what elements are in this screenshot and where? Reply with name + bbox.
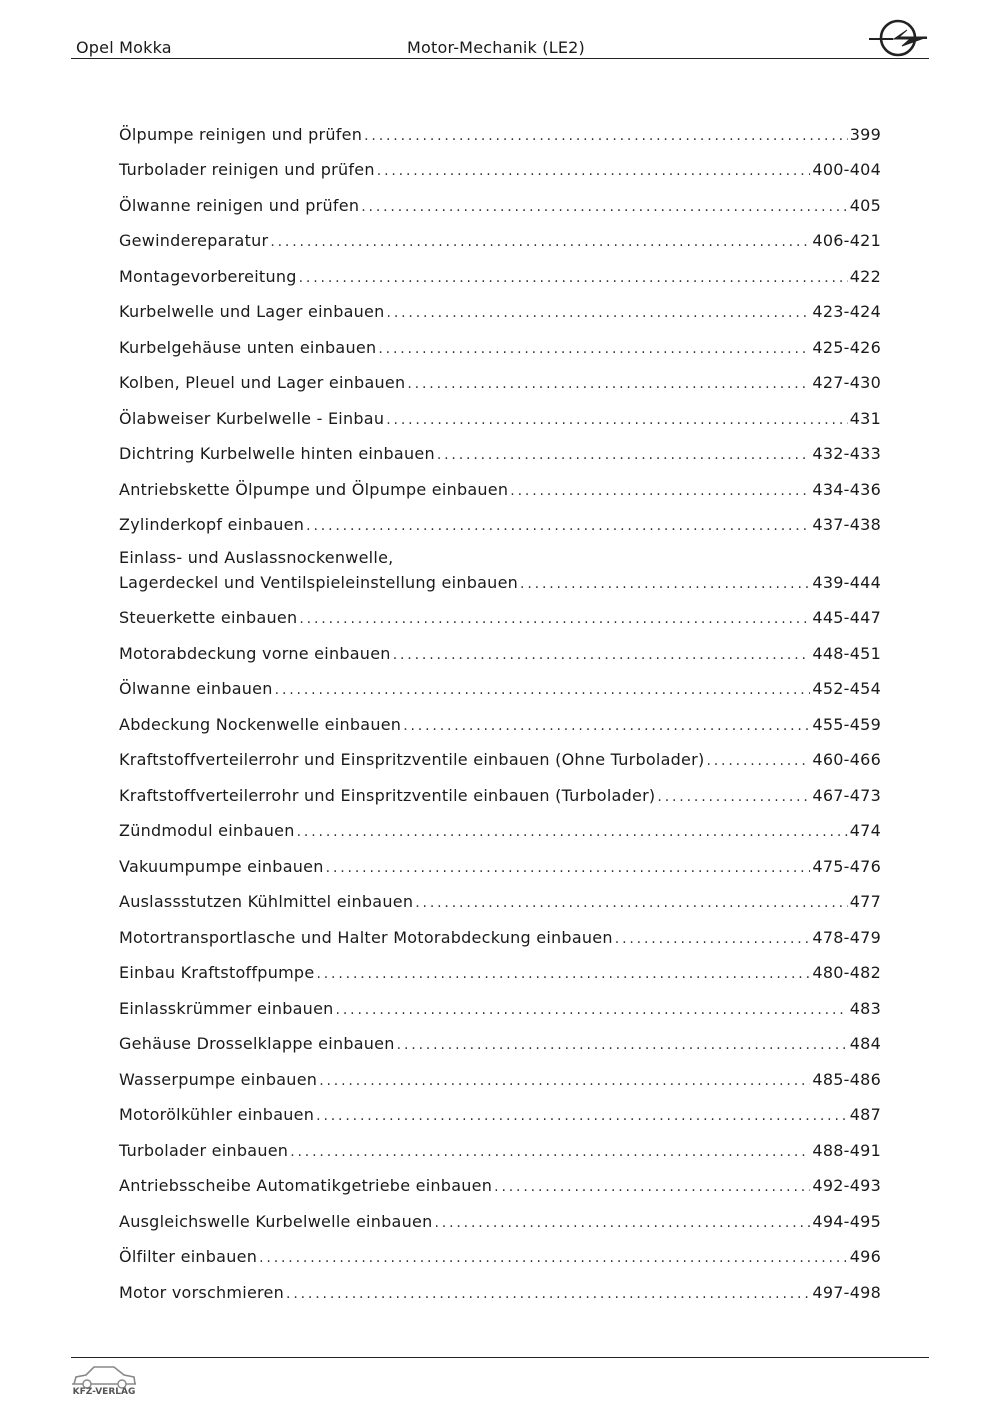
toc-entry-title: Motorölkühler einbauen xyxy=(119,1105,315,1124)
dot-leader xyxy=(510,483,810,499)
dot-leader xyxy=(434,1215,810,1231)
toc-entry xyxy=(119,598,881,634)
toc-entry-pages: 432-433 xyxy=(812,444,881,463)
car-outline-icon xyxy=(70,1362,138,1390)
toc-entry-title: Ölwanne einbauen xyxy=(119,679,273,698)
toc-entry-pages: 478-479 xyxy=(812,927,881,947)
toc-entry xyxy=(119,505,881,541)
dot-leader xyxy=(290,1144,810,1160)
dot-leader xyxy=(415,895,847,911)
toc-entry-title: Motor vorschmieren xyxy=(119,1282,285,1302)
toc-entry-title: Ölfilter einbauen xyxy=(119,1247,258,1266)
toc-entry-pages: 494-495 xyxy=(812,1211,881,1231)
dot-leader xyxy=(364,128,848,144)
toc-entry-title: Kurbelwelle und Lager einbauen xyxy=(119,302,385,321)
toc-entry-title: Einbau Kraftstoffpumpe xyxy=(119,963,315,982)
toc-entry xyxy=(119,1201,881,1237)
opel-blitz-icon xyxy=(867,17,929,59)
toc-entry-pages: 497-498 xyxy=(812,1282,881,1302)
toc-entry-title: Ölwanne reinigen und prüfen xyxy=(119,195,360,215)
toc-entry xyxy=(119,811,881,847)
toc-entry-pages: 423-424 xyxy=(812,302,881,321)
toc-entry-pages: 474 xyxy=(849,821,881,840)
toc-entry xyxy=(119,1272,881,1308)
toc-entry-pages: 427-430 xyxy=(812,373,881,392)
toc-entry-title: Gehäuse Drosselklappe einbauen xyxy=(119,1034,395,1053)
dot-leader xyxy=(299,611,810,627)
toc-entry-pages: 439-444 xyxy=(812,572,881,592)
toc-entry-title: Einlasskrümmer einbauen xyxy=(119,998,334,1018)
dot-leader xyxy=(615,931,811,947)
toc-entry-title: Auslassstutzen Kühlmittel einbauen xyxy=(119,892,414,911)
dot-leader xyxy=(378,341,810,357)
toc-entry xyxy=(119,633,881,669)
dot-leader xyxy=(326,860,811,876)
toc-entry-title: Kurbelgehäuse unten einbauen xyxy=(119,337,377,357)
dot-leader xyxy=(299,270,848,286)
dot-leader xyxy=(397,1037,848,1053)
dot-leader xyxy=(316,966,810,982)
toc-entry xyxy=(119,704,881,740)
dot-leader xyxy=(494,1179,810,1195)
kfz-verlag-logo-text: KFZ-VERLAG xyxy=(72,1387,136,1397)
dot-leader xyxy=(657,789,810,805)
toc-entry-pages: 455-459 xyxy=(812,714,881,734)
toc-entry-title: Dichtring Kurbelwelle hinten einbauen xyxy=(119,444,435,463)
toc-entry xyxy=(119,150,881,186)
toc-entry xyxy=(119,1024,881,1060)
toc-entry-title: Ausgleichswelle Kurbelwelle einbauen xyxy=(119,1211,433,1231)
toc-entry xyxy=(119,882,881,918)
dot-leader xyxy=(286,1286,810,1302)
toc-entry-title: Turbolader reinigen und prüfen xyxy=(119,160,375,179)
toc-entry xyxy=(119,953,881,989)
toc-entry-pages: 475-476 xyxy=(812,856,881,876)
toc-entry xyxy=(119,221,881,257)
toc-entry-pages: 460-466 xyxy=(812,750,881,769)
toc-entry-pages: 484 xyxy=(849,1034,881,1053)
toc-entry-title: Montagevorbereitung xyxy=(119,266,297,286)
toc-entry xyxy=(119,398,881,434)
toc-entry-title: Zylinderkopf einbauen xyxy=(119,515,305,534)
dot-leader xyxy=(403,718,810,734)
dot-leader xyxy=(387,305,811,321)
toc-entry xyxy=(119,1237,881,1273)
dot-leader xyxy=(259,1250,848,1266)
header-brand: Opel Mokka xyxy=(76,38,172,57)
toc-entry-title: Turbolader einbauen xyxy=(119,1140,289,1160)
toc-entry xyxy=(119,540,881,598)
toc-entry-pages: 422 xyxy=(849,266,881,286)
toc-entry-pages: 487 xyxy=(849,1105,881,1124)
toc-entry-pages: 496 xyxy=(849,1247,881,1266)
toc-entry-title: Gewindereparatur xyxy=(119,231,269,250)
toc-entry xyxy=(119,846,881,882)
dot-leader xyxy=(377,163,811,179)
toc-entry-title: Motortransportlasche und Halter Motorabdeckung einbauen xyxy=(119,927,613,947)
toc-entry-title: Ölpumpe reinigen und prüfen xyxy=(119,124,363,144)
toc-entry-pages: 431 xyxy=(849,408,881,428)
toc-entry-pages: 425-426 xyxy=(812,337,881,357)
toc-entry-pages: 437-438 xyxy=(812,515,881,534)
toc-entry-title: Antriebsscheibe Automatikgetriebe einbauen xyxy=(119,1176,493,1195)
toc-entry xyxy=(119,114,881,150)
dot-leader xyxy=(386,412,847,428)
toc-entry-pages: 399 xyxy=(849,124,881,144)
toc-entry-pages: 492-493 xyxy=(812,1176,881,1195)
toc-entry-pages: 485-486 xyxy=(812,1069,881,1089)
toc-entry xyxy=(119,669,881,705)
toc-entry-pages: 400-404 xyxy=(812,160,881,179)
toc-entry-title: Wasserpumpe einbauen xyxy=(119,1069,318,1089)
toc-entry xyxy=(119,469,881,505)
toc-entry-title: Vakuumpumpe einbauen xyxy=(119,856,324,876)
dot-leader xyxy=(520,576,810,592)
toc-entry xyxy=(119,775,881,811)
toc-entry-title: Abdeckung Nockenwelle einbauen xyxy=(119,714,402,734)
toc-entry-pages: 448-451 xyxy=(812,643,881,663)
toc-entry xyxy=(119,185,881,221)
toc-entry-pages: 405 xyxy=(849,195,881,215)
dot-leader xyxy=(270,234,810,250)
toc-entry xyxy=(119,1059,881,1095)
header-title: Motor-Mechanik (LE2) xyxy=(407,38,585,57)
dot-leader xyxy=(361,199,847,215)
toc-entry-pages: 480-482 xyxy=(812,963,881,982)
page-header xyxy=(71,0,929,59)
toc-entry-pages: 452-454 xyxy=(812,679,881,698)
toc-entry-pages: 467-473 xyxy=(812,785,881,805)
dot-leader xyxy=(393,647,811,663)
dot-leader xyxy=(316,1108,848,1124)
toc-entry xyxy=(119,917,881,953)
toc-entry-title: Steuerkette einbauen xyxy=(119,608,298,627)
kfz-verlag-logo xyxy=(70,1362,138,1404)
toc-entry-title: Kolben, Pleuel und Lager einbauen xyxy=(119,373,406,392)
toc-entry xyxy=(119,327,881,363)
toc-entry-pages: 406-421 xyxy=(812,231,881,250)
toc-entry-title: Lagerdeckel und Ventilspieleinstellung einbauen xyxy=(119,572,519,592)
toc-entry-pages: 483 xyxy=(849,998,881,1018)
toc-entry xyxy=(119,740,881,776)
table-of-contents xyxy=(119,114,881,1308)
dot-leader xyxy=(275,682,811,698)
toc-entry xyxy=(119,1095,881,1131)
dot-leader xyxy=(407,376,810,392)
toc-entry-title: Antriebskette Ölpumpe und Ölpumpe einbauen xyxy=(119,479,509,499)
toc-entry-pages: 488-491 xyxy=(812,1140,881,1160)
toc-entry xyxy=(119,256,881,292)
toc-entry-title: Kraftstoffverteilerrohr und Einspritzventile einbauen (Ohne Turbolader) xyxy=(119,750,705,769)
toc-entry-title: Ölabweiser Kurbelwelle - Einbau xyxy=(119,408,385,428)
toc-entry-pages: 477 xyxy=(849,892,881,911)
toc-entry-title: Motorabdeckung vorne einbauen xyxy=(119,643,391,663)
dot-leader xyxy=(706,753,810,769)
toc-entry xyxy=(119,292,881,328)
toc-entry-title: Zündmodul einbauen xyxy=(119,821,295,840)
toc-entry-pages: 434-436 xyxy=(812,479,881,499)
toc-entry-title: Kraftstoffverteilerrohr und Einspritzventile einbauen (Turbolader) xyxy=(119,785,656,805)
toc-entry-pages: 445-447 xyxy=(812,608,881,627)
dot-leader xyxy=(297,824,848,840)
toc-entry xyxy=(119,434,881,470)
toc-entry xyxy=(119,1130,881,1166)
dot-leader xyxy=(437,447,811,463)
page-footer-rule xyxy=(71,1357,929,1358)
toc-entry xyxy=(119,1166,881,1202)
toc-entry-title-line1: Einlass- und Auslassnockenwelle, xyxy=(119,548,394,567)
toc-entry xyxy=(119,363,881,399)
dot-leader xyxy=(319,1073,810,1089)
dot-leader xyxy=(336,1002,848,1018)
dot-leader xyxy=(306,518,810,534)
toc-entry xyxy=(119,988,881,1024)
